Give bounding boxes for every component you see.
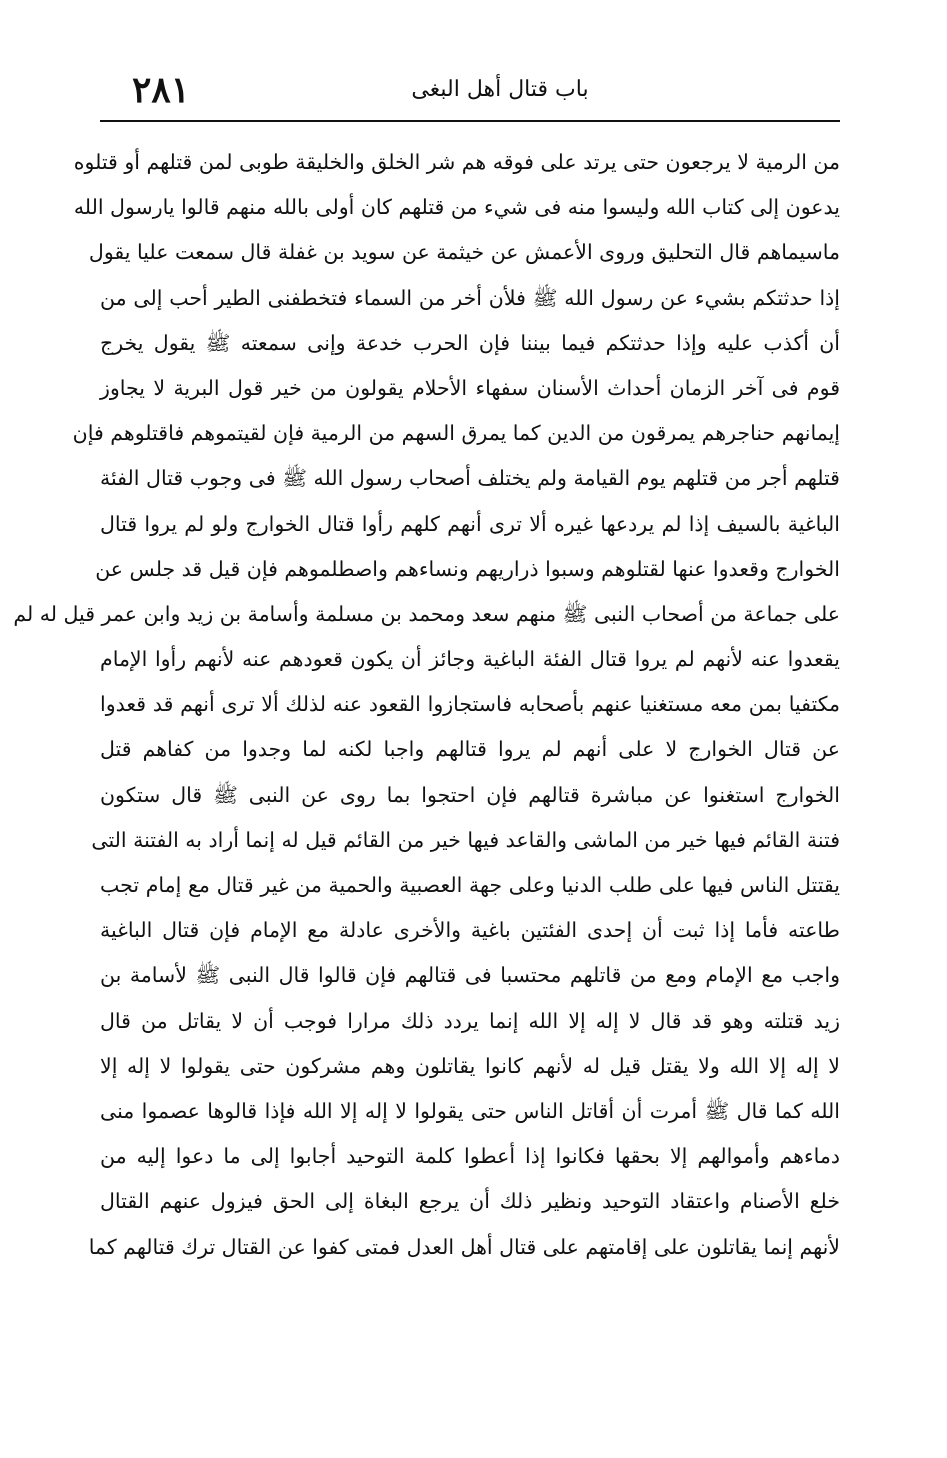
text-line: الباغية بالسيف إذا لم يردعها غيره ألا ترى أنهم كلهم رأوا قتال الخوارج ولو لم يروا قتال: [100, 511, 840, 536]
text-line: أن أكذب عليه وإذا حدثتكم فيما بيننا فإن الحرب خدعة وإنى سمعته ﷺ يقول يخرج: [100, 330, 840, 355]
text-line: من الرمية لا يرجعون حتى يرتد على فوقه هم شر الخلق والخليقة طوبى لمن قتلهم أو قتلوه: [73, 150, 840, 174]
running-title: باب قتال أهل البغى: [411, 77, 589, 102]
text-line: إذا حدثتكم بشيء عن رسول الله ﷺ فلأن أخر من السماء فتخطفنى الطير أحب إلى من: [100, 285, 840, 310]
text-line: الخوارج وقعدوا عنها لقتلوهم وسبوا ذراريهم ونساءهم واصطلموهم فإن قيل قد جلس عن: [95, 556, 840, 581]
text-line: ماسيماهم قال التحليق وروى الأعمش عن خيثمة عن سويد بن غفلة قال سمعت عليا يقول: [88, 240, 840, 265]
body-text: [13, 140, 840, 1270]
page-header: [100, 62, 840, 114]
text-line: دماءهم وأموالهم إلا بحقها فكانوا إذا أعطوا كلمة التوحيد أجابوا إلى ما دعوا إليه من: [100, 1144, 840, 1169]
text-line: عن قتال الخوارج لا على أنهم لم يروا قتالهم واجبا لكنه لما وجدوا من كفاهم قتل: [100, 737, 840, 762]
text-line: إيمانهم حناجرهم يمرقون من الدين كما يمرق السهم من الرمية فإن لقيتموهم فاقتلوهم فإن: [72, 421, 840, 446]
text-line: فتنة القائم فيها خير من الماشى والقاعد فيها خير من القائم قيل له إنما أراد به الفتنة التى: [91, 827, 840, 852]
text-line: لأنهم إنما يقاتلون على إقامتهم على قتال أهل العدل فمتى كفوا عن القتال ترك قتالهم كما: [88, 1234, 840, 1259]
text-line: طاعته فأما إذا ثبت أن إحدى الفئتين باغية والأخرى عادلة مع الإمام فإن قتال الباغية: [100, 918, 840, 943]
text-line: قتلهم أجر من قتلهم يوم القيامة ولم يختلف أصحاب رسول الله ﷺ فى وجوب قتال الفئة: [100, 466, 840, 491]
text-line: واجب مع الإمام ومع من قاتلهم محتسبا فى قتالهم فإن قالوا قال النبى ﷺ لأسامة بن: [100, 963, 840, 988]
text-line: خلع الأصنام واعتقاد التوحيد ونظير ذلك أن يرجع البغاة إلى الحق فيزول عنهم القتال: [100, 1189, 840, 1214]
text-line: الله كما قال ﷺ أمرت أن أقاتل الناس حتى يقولوا لا إله إلا الله فإذا قالوها عصموا منى: [100, 1098, 840, 1123]
text-line: الخوارج استغنوا عن مباشرة قتالهم فإن احتجوا بما روى عن النبى ﷺ قال ستكون: [100, 782, 840, 807]
text-line: على جماعة من أصحاب النبى ﷺ منهم سعد ومحمد بن مسلمة وأسامة بن زيد وابن عمر قيل له لم: [13, 601, 840, 626]
text-line: مكتفيا بمن معه مستغنيا عنهم بأصحابه فاستجازوا القعود عنه لذلك ألا ترى أنهم قد قعدوا: [100, 692, 840, 717]
header-divider: [100, 120, 840, 122]
text-line: يقتتل الناس فيها على طلب الدنيا وعلى جهة العصبية والحمية من غير قتال مع إمام تجب: [100, 873, 840, 897]
page-number: ٢٨١: [132, 69, 191, 111]
text-line: قوم فى آخر الزمان أحداث الأسنان سفهاء الأحلام يقولون من خير قول البرية لا يجاوز: [100, 375, 840, 400]
text-line: يدعون إلى كتاب الله وليسوا منه فى شيء من قتلهم كان أولى بالله منهم قالوا يارسول الله: [73, 195, 840, 220]
text-line: زيد قتلته وهو قد قال لا إله إلا الله إنما يردد ذلك مرارا فوجب أن لا يقاتل من قال: [100, 1008, 840, 1033]
text-line: يقعدوا عنه لأنهم لم يروا قتال الفئة الباغية وجائز أن يكون قعودهم عنه لأنهم رأوا الإمام: [100, 647, 840, 672]
text-line: لا إله إلا الله ولا يقتل قيل له لأنهم كانوا يقاتلون وهم مشركون حتى يقولوا لا إله إلا: [100, 1053, 840, 1078]
